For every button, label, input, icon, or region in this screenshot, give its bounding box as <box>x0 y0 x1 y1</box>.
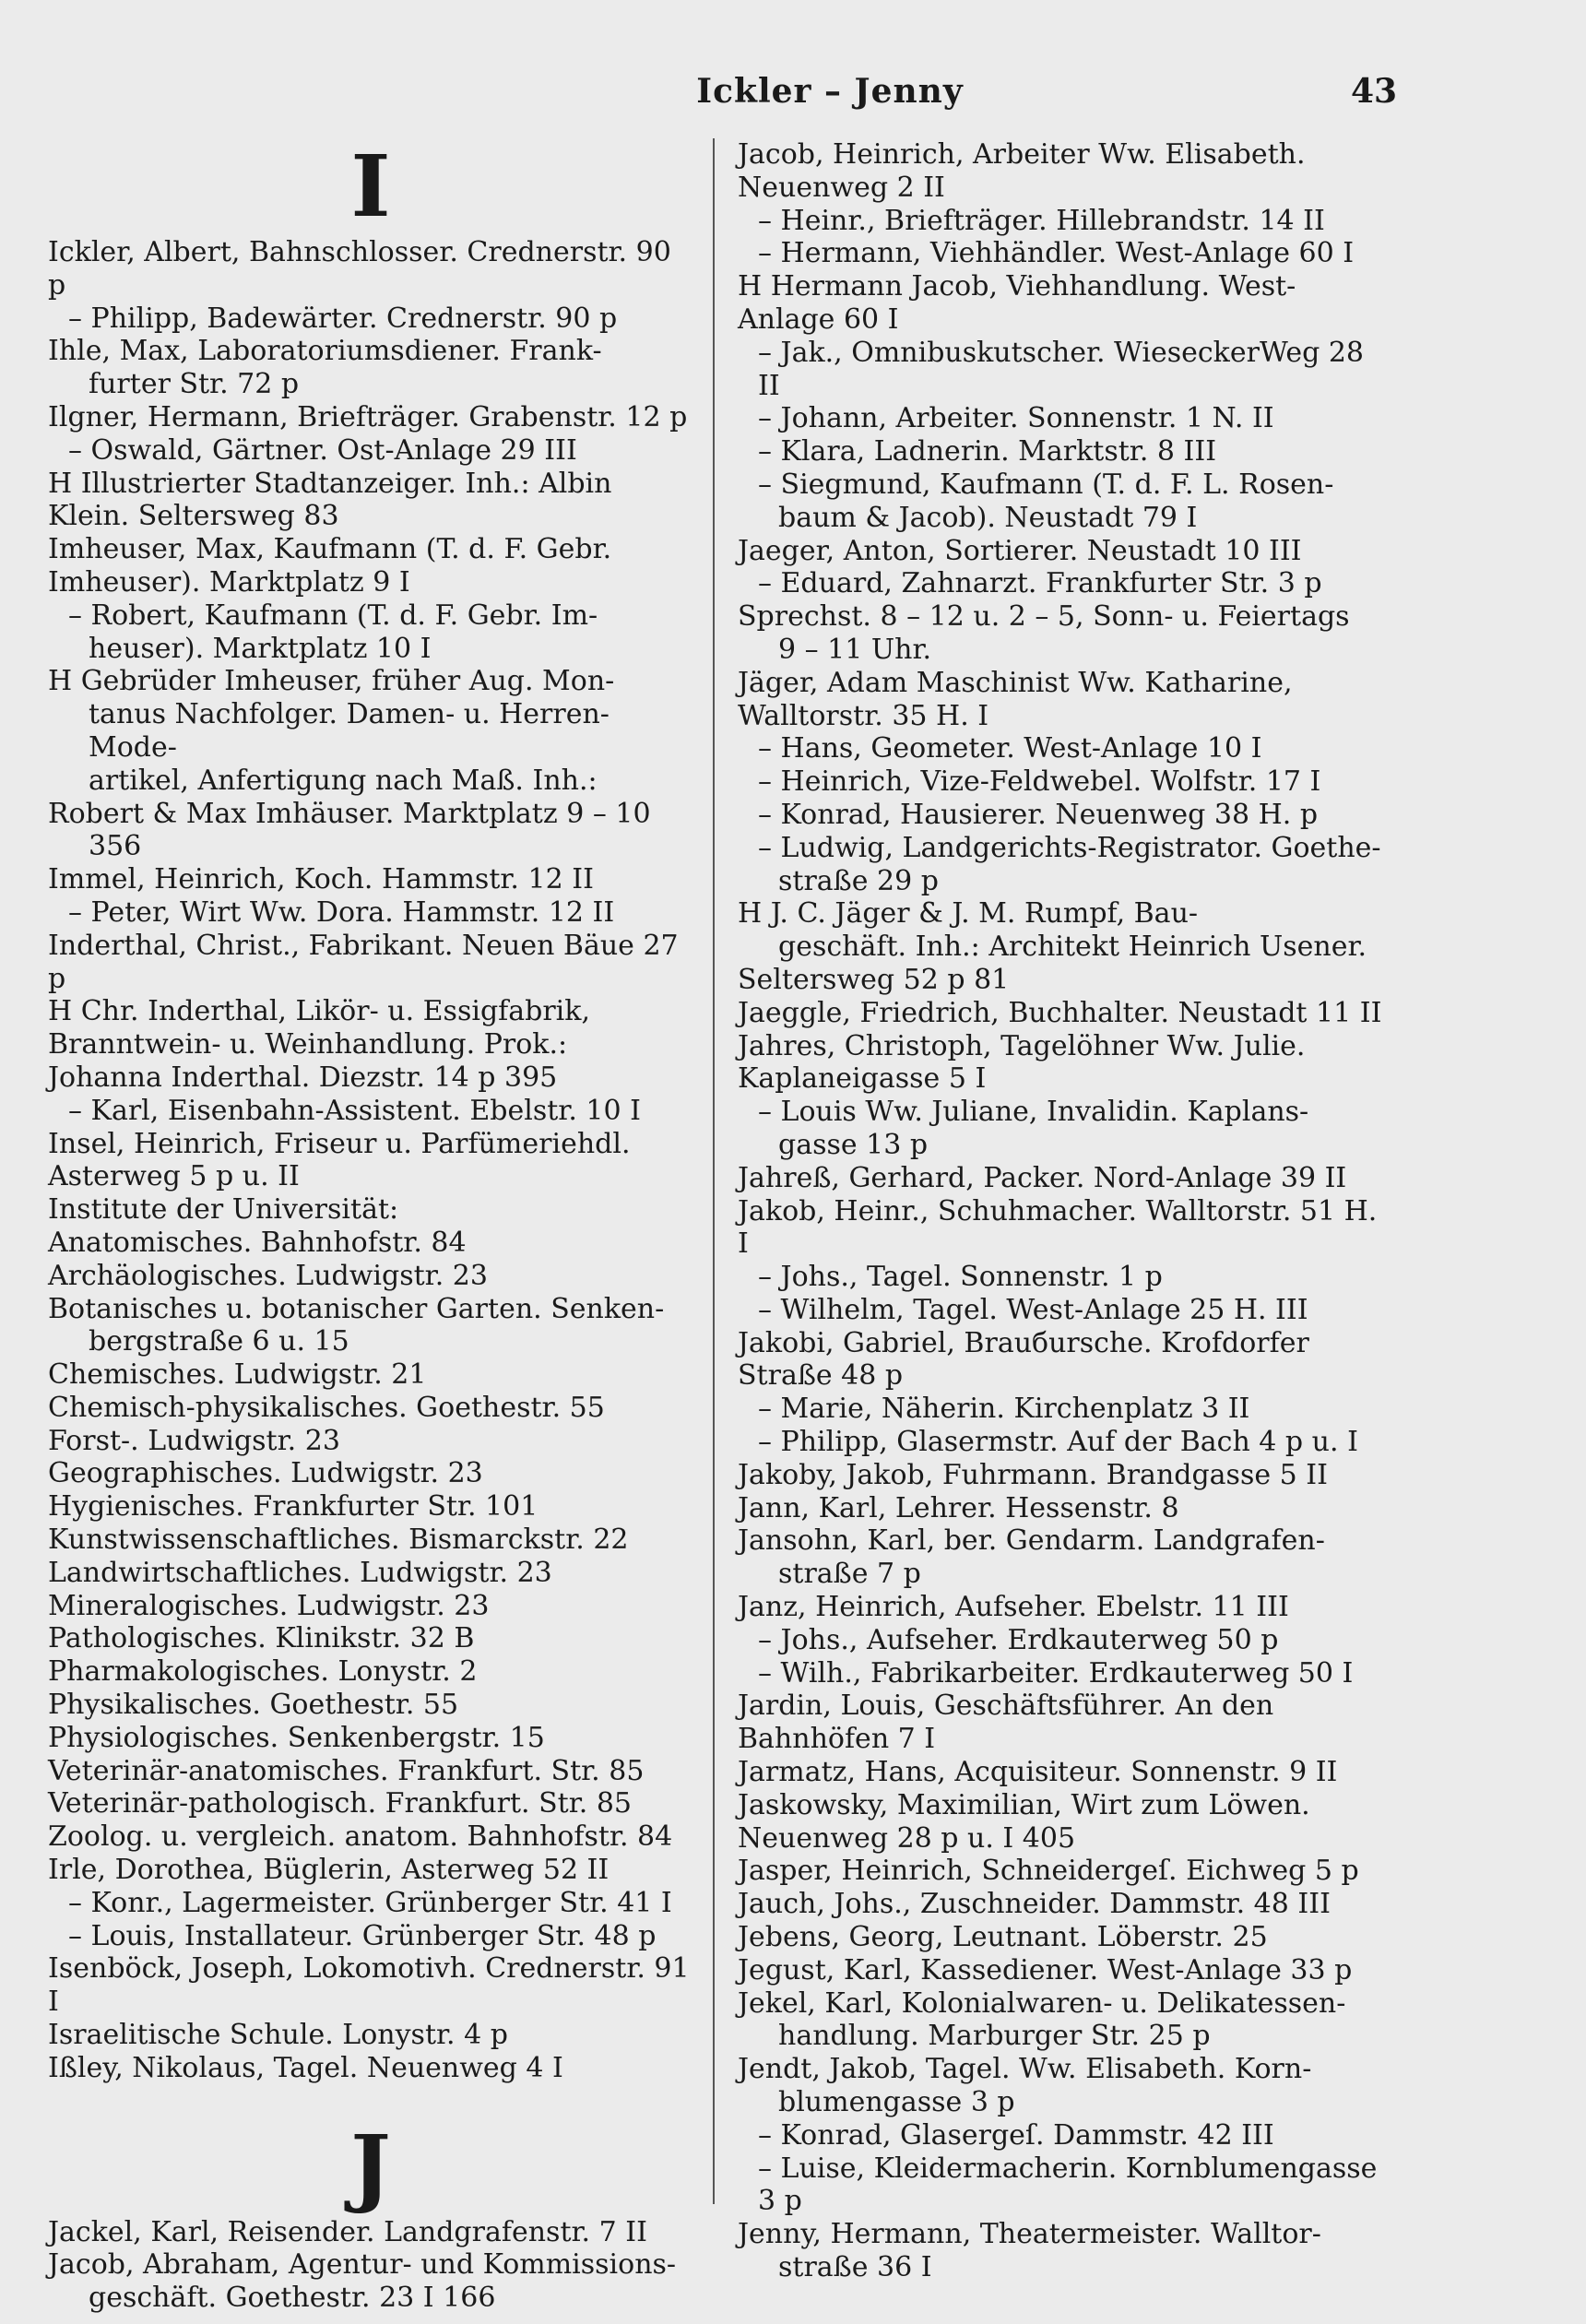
directory-line: Jaeger, Anton, Sortierer. Neustadt 10 III <box>738 534 1302 567</box>
directory-line: tanus Nachfolger. Damen- u. Herren-Mode- <box>89 698 610 764</box>
directory-line: Irle, Dorothea, Büglerin, Asterweg 52 II <box>48 1854 610 1887</box>
directory-line: Chemisches. Ludwigstr. 21 <box>48 1358 427 1392</box>
directory-line: Jakobi, Gabriel, Brauбursche. Krofdorfer <box>738 1326 1309 1359</box>
page-header <box>55 72 1398 127</box>
directory-line: Neuenweg 28 p u. I 405 <box>738 1821 1076 1855</box>
directory-line: Archäologisches. Ludwigstr. 23 <box>48 1259 488 1292</box>
directory-line: Janz, Heinrich, Aufseher. Ebelstr. 11 III <box>738 1591 1289 1624</box>
directory-line: gasse 13 p <box>778 1128 929 1161</box>
directory-line: Jardin, Louis, Geschäftsführer. An den <box>738 1690 1274 1723</box>
directory-line: Bahnhöfen 7 I <box>738 1723 936 1756</box>
directory-line: 356 <box>89 830 142 863</box>
directory-line: Isenböck, Joseph, Lokomotivh. Crednerstr. 91 I <box>48 1952 690 2019</box>
column-divider <box>713 138 715 2204</box>
directory-line: H Gebrüder Imheuser, früher Aug. Mon- <box>48 665 615 698</box>
directory-line: Jenny, Hermann, Theatermeister. Walltor- <box>738 2218 1321 2251</box>
directory-line: Pharmakologisches. Lonystr. 2 <box>48 1655 478 1689</box>
directory-line: – Heinrich, Vize-Feldwebel. Wolfstr. 17 I <box>758 765 1321 799</box>
right-entries <box>738 138 1391 2284</box>
directory-line: Physiologisches. Senkenbergstr. 15 <box>48 1721 545 1754</box>
left-entries <box>48 236 693 2085</box>
directory-line: Physikalisches. Goethestr. 55 <box>48 1689 459 1722</box>
directory-line: – Peter, Wirt Ww. Dora. Hammstr. 12 II <box>68 895 615 929</box>
directory-line: Ißley, Nikolaus, Tagel. Neuenweg 4 I <box>48 2051 563 2084</box>
directory-line: – Johs., Aufseher. Erdkauterweg 50 p <box>758 1623 1279 1656</box>
directory-line: bergstraße 6 u. 15 <box>89 1325 349 1358</box>
directory-line: Branntwein- u. Weinhandlung. Prok.: <box>48 1028 568 1061</box>
directory-line: Anatomisches. Bahnhofstr. 84 <box>48 1226 467 1259</box>
directory-line: Inderthal, Christ., Fabrikant. Neuen Bäue 27 p <box>48 929 679 995</box>
directory-line: H Chr. Inderthal, Likör- u. Essigfabrik, <box>48 995 590 1028</box>
directory-line: Anlage 60 I <box>738 302 899 336</box>
section-letter-j: J <box>350 2116 391 2216</box>
directory-line: Imheuser, Max, Kaufmann (T. d. F. Gebr. <box>48 533 612 566</box>
directory-line: Ickler, Albert, Bahnschlosser. Crednerstr. 90 p <box>48 236 671 302</box>
directory-line: Immel, Heinrich, Koch. Hammstr. 12 II <box>48 863 594 896</box>
left-column <box>48 129 693 2315</box>
directory-line: handlung. Marburger Str. 25 p <box>778 2020 1211 2053</box>
directory-line: – Siegmund, Kaufmann (T. d. F. L. Rosen- <box>758 468 1334 501</box>
directory-line: – Luise, Kleidermacherin. Kornblumengasse 3 p <box>758 2152 1378 2218</box>
directory-line: – Jak., Omnibuskutscher. WieseckerWeg 28 II <box>758 336 1364 402</box>
directory-line: – Hans, Geometer. West-Anlage 10 I <box>758 732 1262 765</box>
section-letter-i: I <box>350 136 391 236</box>
page-number: 43 <box>1351 72 1398 111</box>
directory-line: Veterinär-anatomisches. Frankfurt. Str. 85 <box>48 1754 645 1787</box>
directory-line: artikel, Anfertigung nach Maß. Inh.: <box>89 764 598 797</box>
directory-line: – Konr., Lagermeister. Grünberger Str. 41 I <box>68 1886 672 1919</box>
directory-line: straße 7 p <box>778 1558 921 1591</box>
directory-line: Pathologisches. Klinikstr. 32 B <box>48 1622 475 1655</box>
directory-line: – Ludwig, Landgerichts-Registrator. Goethe- <box>758 831 1381 864</box>
directory-line: Jackel, Karl, Reisender. Landgrafenstr. 7 II <box>48 2215 647 2248</box>
directory-line: – Philipp, Badewärter. Crednerstr. 90 p <box>68 302 618 335</box>
directory-line: – Karl, Eisenbahn-Assistent. Ebelstr. 10 I <box>68 1094 641 1127</box>
directory-line: Forst-. Ludwigstr. 23 <box>48 1424 340 1457</box>
directory-line: Hygienisches. Frankfurter Str. 101 <box>48 1490 539 1524</box>
directory-line: Zoolog. u. vergleich. anatom. Bahnhofstr. 84 <box>48 1820 673 1854</box>
directory-line: – Louis Ww. Juliane, Invalidin. Kaplans- <box>758 1096 1309 1129</box>
directory-line: Robert & Max Imhäuser. Marktplatz 9 – 10 <box>48 797 651 830</box>
directory-line: Ihle, Max, Laboratoriumsdiener. Frank- <box>48 335 602 368</box>
directory-line: – Klara, Ladnerin. Marktstr. 8 III <box>758 435 1217 468</box>
directory-line: H Hermann Jacob, Viehhandlung. West- <box>738 270 1296 303</box>
directory-line: Jaskowsky, Maximilian, Wirt zum Löwen. <box>738 1788 1310 1821</box>
directory-line: Jacob, Heinrich, Arbeiter Ww. Elisabeth. <box>738 138 1306 171</box>
directory-line: straße 36 I <box>778 2251 932 2283</box>
directory-line: Walltorstr. 35 H. I <box>738 699 989 732</box>
directory-line: blumengasse 3 p <box>778 2086 1015 2119</box>
directory-line: Jakoby, Jakob, Fuhrmann. Brandgasse 5 II <box>738 1458 1328 1491</box>
directory-line: Jaeggle, Friedrich, Buchhalter. Neustadt 11 II <box>738 996 1382 1029</box>
directory-line: Kaplaneigasse 5 I <box>738 1062 987 1096</box>
running-title: Ickler – Jenny <box>696 72 964 111</box>
directory-line: furter Str. 72 p <box>89 368 300 401</box>
directory-line: Landwirtschaftliches. Ludwigstr. 23 <box>48 1556 552 1589</box>
directory-line: – Konrad, Glasergeſ. Dammstr. 42 III <box>758 2118 1274 2152</box>
directory-line: Mineralogisches. Ludwigstr. 23 <box>48 1589 490 1622</box>
directory-line: Institute der Universität: <box>48 1193 399 1227</box>
directory-line: Asterweg 5 p u. II <box>48 1160 300 1193</box>
directory-line: – Hermann, Viehhändler. West-Anlage 60 I <box>758 237 1355 270</box>
directory-line: H J. C. Jäger & J. M. Rumpf, Bau- <box>738 897 1199 931</box>
directory-line: Ilgner, Hermann, Briefträger. Grabenstr. 12 p <box>48 400 688 433</box>
directory-line: heuser). Marktplatz 10 I <box>89 632 432 665</box>
directory-line: Jahreß, Gerhard, Packer. Nord-Anlage 39 II <box>738 1161 1347 1194</box>
directory-line: – Eduard, Zahnarzt. Frankfurter Str. 3 p <box>758 567 1322 600</box>
directory-line: Jegust, Karl, Kassediener. West-Anlage 33 p <box>738 1953 1353 1986</box>
directory-line: – Louis, Installateur. Grünberger Str. 48 p <box>68 1919 657 1952</box>
left-entries-j <box>48 2216 693 2315</box>
directory-line: – Wilhelm, Tagel. West-Anlage 25 H. III <box>758 1293 1308 1326</box>
directory-line: – Johann, Arbeiter. Sonnenstr. 1 N. II <box>758 402 1274 435</box>
directory-line: – Marie, Näherin. Kirchenplatz 3 II <box>758 1393 1250 1426</box>
directory-line: Insel, Heinrich, Friseur u. Parfümeriehdl. <box>48 1127 631 1160</box>
directory-line: Straße 48 p <box>738 1359 904 1393</box>
directory-line: Jebens, Georg, Leutnant. Löberstr. 25 <box>738 1921 1268 1954</box>
directory-line: Geographisches. Ludwigstr. 23 <box>48 1457 483 1490</box>
directory-line: Jarmatz, Hans, Acquisiteur. Sonnenstr. 9 II <box>738 1756 1338 1789</box>
directory-line: – Oswald, Gärtner. Ost-Anlage 29 III <box>68 433 577 467</box>
directory-line: 9 – 11 Uhr. <box>778 633 932 666</box>
directory-line: Jendt, Jakob, Tagel. Ww. Elisabeth. Korn- <box>738 2053 1312 2086</box>
directory-line: Jansohn, Karl, ber. Gendarm. Landgrafen- <box>738 1524 1325 1558</box>
directory-line: Jauch, Johs., Zuschneider. Dammstr. 48 III <box>738 1888 1331 1921</box>
directory-line: – Robert, Kaufmann (T. d. F. Gebr. Im- <box>68 599 598 632</box>
right-column <box>738 138 1391 2284</box>
directory-line: straße 29 p <box>778 864 939 897</box>
directory-line: Jäger, Adam Maschinist Ww. Katharine, <box>738 666 1293 699</box>
directory-line: Israelitische Schule. Lonystr. 4 p <box>48 2019 508 2052</box>
directory-line: Klein. Seltersweg 83 <box>48 500 339 533</box>
directory-line: Johanna Inderthal. Diezstr. 14 p 395 <box>48 1061 558 1094</box>
directory-line: Jekel, Karl, Kolonialwaren- u. Delikatessen- <box>738 1986 1346 2020</box>
directory-line: – Konrad, Hausierer. Neuenweg 38 H. p <box>758 798 1319 831</box>
directory-line: Imheuser). Marktplatz 9 I <box>48 565 410 599</box>
directory-line: Jann, Karl, Lehrer. Hessenstr. 8 <box>738 1491 1179 1524</box>
directory-line: – Philipp, Glasermstr. Auf der Bach 4 p u. I <box>758 1426 1358 1459</box>
directory-line: Jakob, Heinr., Schuhmacher. Walltorstr. 51 H. I <box>738 1194 1378 1261</box>
directory-line: baum & Jacob). Neustadt 79 I <box>778 501 1198 534</box>
directory-line: – Wilh., Fabrikarbeiter. Erdkauterweg 50 I <box>758 1656 1354 1690</box>
directory-line: Jahres, Christoph, Tagelöhner Ww. Julie. <box>738 1029 1306 1062</box>
directory-line: – Heinr., Briefträger. Hillebrandstr. 14 II <box>758 204 1325 237</box>
directory-line: Kunstwissenschaftliches. Bismarckstr. 22 <box>48 1524 629 1557</box>
directory-line: Jacob, Abraham, Agentur- und Kommissions- <box>48 2248 677 2282</box>
directory-line: Veterinär-pathologisch. Frankfurt. Str. 85 <box>48 1787 633 1820</box>
directory-line: Neuenweg 2 II <box>738 171 945 204</box>
directory-line: Sprechst. 8 – 12 u. 2 – 5, Sonn- u. Feiertags <box>738 600 1350 634</box>
directory-line: Jasper, Heinrich, Schneidergeſ. Eichweg 5 p <box>738 1855 1359 1888</box>
directory-line: geschäft. Goethestr. 23 I 166 <box>89 2282 496 2315</box>
directory-line: H Illustrierter Stadtanzeiger. Inh.: Albin <box>48 467 612 500</box>
directory-line: geschäft. Inh.: Architekt Heinrich Usener. <box>778 931 1367 964</box>
directory-line: Chemisch-physikalisches. Goethestr. 55 <box>48 1391 605 1424</box>
directory-line: Botanisches u. botanischer Garten. Senken- <box>48 1292 665 1325</box>
directory-line: – Johs., Tagel. Sonnenstr. 1 p <box>758 1261 1163 1294</box>
directory-line: Seltersweg 52 p 81 <box>738 963 1010 996</box>
